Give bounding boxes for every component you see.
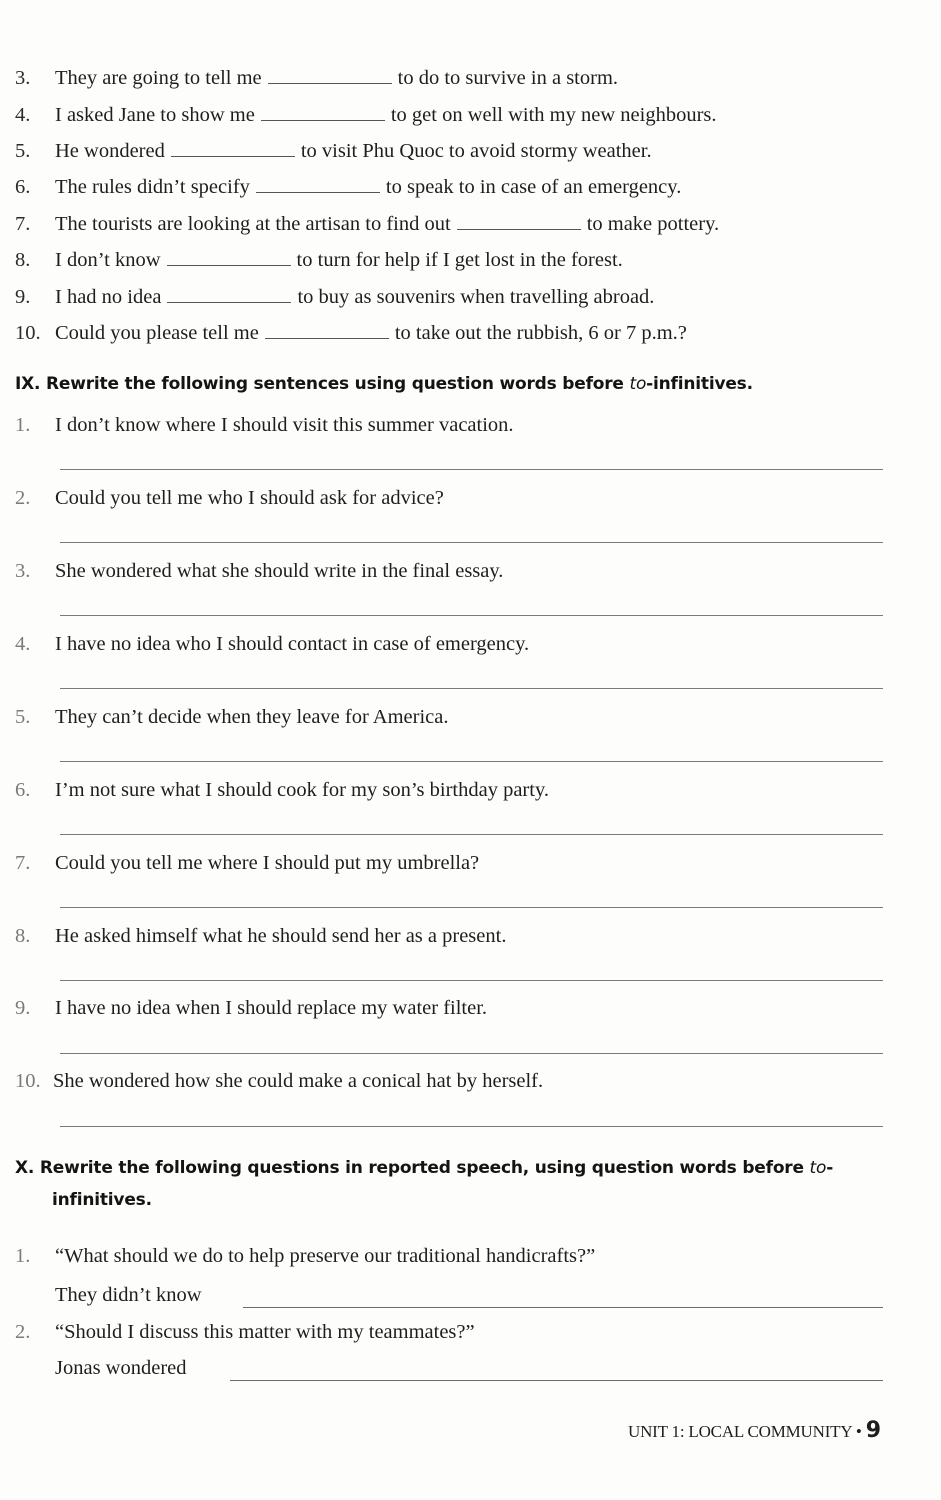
item-text-before: I had no idea <box>55 286 162 308</box>
answer-line[interactable] <box>60 980 883 981</box>
unit-title: UNIT 1: LOCAL COMMUNITY <box>628 1422 852 1441</box>
heading-text: IX. Rewrite the following sentences using question words before <box>15 374 630 394</box>
item-number: 1. <box>15 1245 31 1267</box>
fill-blank[interactable] <box>256 176 380 193</box>
heading-suffix: -infinitives. <box>646 374 753 394</box>
heading-italic: to <box>629 374 647 394</box>
answer-line[interactable] <box>60 688 883 689</box>
item-text-after: to visit Phu Quoc to avoid stormy weather. <box>300 140 652 162</box>
item-number: 3. <box>15 560 31 582</box>
fill-blank[interactable] <box>265 322 389 339</box>
item-number: 6. <box>15 176 31 198</box>
item-number: 8. <box>15 249 31 271</box>
item-text: Could you tell me where I should put my umbrella? <box>55 852 480 874</box>
item-text-before: The tourists are looking at the artisan to find out <box>55 213 451 235</box>
item-number: 5. <box>15 706 31 728</box>
fill-blank[interactable] <box>268 67 392 84</box>
item-text-before: They are going to tell me <box>55 67 262 89</box>
question-text: “Should I discuss this matter with my teammates?” <box>55 1321 475 1343</box>
item-text: He asked himself what he should send her as a present. <box>55 925 507 947</box>
heading-italic: to <box>809 1158 827 1178</box>
item-number: 9. <box>15 286 31 308</box>
answer-line[interactable] <box>60 907 883 908</box>
item-number: 3. <box>15 67 31 89</box>
heading-suffix: - <box>826 1158 834 1178</box>
question-text: “What should we do to help preserve our traditional handicrafts?” <box>55 1245 596 1267</box>
item-text: She wondered how she could make a conical hat by herself. <box>53 1070 544 1092</box>
answer-prompt: They didn’t know <box>55 1284 202 1306</box>
fill-blank[interactable] <box>167 286 291 303</box>
item-number: 1. <box>15 414 31 436</box>
item-text-before: I asked Jane to show me <box>55 104 255 126</box>
item-number: 10. <box>15 1070 41 1092</box>
answer-prompt: Jonas wondered <box>55 1357 187 1379</box>
item-number: 4. <box>15 633 31 655</box>
answer-line[interactable] <box>60 469 883 470</box>
item-text-before: Could you please tell me <box>55 322 259 344</box>
item-text-after: to speak to in case of an emergency. <box>385 176 682 198</box>
answer-line[interactable] <box>60 542 883 543</box>
item-text: I don’t know where I should visit this summer vacation. <box>55 414 514 436</box>
item-text-before: He wondered <box>55 140 165 162</box>
item-text-after: to buy as souvenirs when travelling abroad. <box>297 286 655 308</box>
bullet-icon: • <box>855 1422 862 1441</box>
heading-text: X. Rewrite the following questions in reported speech, using question words before <box>15 1158 810 1178</box>
answer-line[interactable] <box>60 1053 883 1054</box>
item-text-after: to take out the rubbish, 6 or 7 p.m.? <box>394 322 687 344</box>
item-text-after: to do to survive in a storm. <box>397 67 619 89</box>
item-text: I have no idea who I should contact in case of emergency. <box>55 633 530 655</box>
item-number: 9. <box>15 997 31 1019</box>
item-text: Could you tell me who I should ask for advice? <box>55 487 444 509</box>
section-heading <box>15 374 753 394</box>
fill-blank[interactable] <box>171 140 295 157</box>
item-number: 5. <box>15 140 31 162</box>
fill-blank[interactable] <box>261 104 385 121</box>
item-number: 7. <box>15 852 31 874</box>
item-text-before: I don’t know <box>55 249 161 271</box>
section-heading <box>15 1158 833 1178</box>
section-heading-line2: infinitives. <box>52 1190 152 1210</box>
item-number: 8. <box>15 925 31 947</box>
item-number: 6. <box>15 779 31 801</box>
item-text-after: to turn for help if I get lost in the forest. <box>296 249 623 271</box>
page-footer <box>628 1418 881 1443</box>
item-number: 7. <box>15 213 31 235</box>
answer-line[interactable] <box>60 1126 883 1127</box>
answer-line[interactable] <box>230 1380 883 1381</box>
answer-line[interactable] <box>60 615 883 616</box>
page-number: 9 <box>865 1418 881 1443</box>
item-text: She wondered what she should write in the final essay. <box>55 560 504 582</box>
item-text-after: to make pottery. <box>586 213 720 235</box>
answer-line[interactable] <box>60 761 883 762</box>
item-text: I have no idea when I should replace my water filter. <box>55 997 488 1019</box>
answer-line[interactable] <box>243 1307 883 1308</box>
answer-line[interactable] <box>60 834 883 835</box>
item-text-before: The rules didn’t specify <box>55 176 250 198</box>
fill-blank[interactable] <box>167 249 291 266</box>
fill-blank[interactable] <box>457 213 581 230</box>
item-text: I’m not sure what I should cook for my son’s birthday party. <box>55 779 550 801</box>
item-text-after: to get on well with my new neighbours. <box>390 104 717 126</box>
item-number: 2. <box>15 1321 31 1343</box>
item-text: They can’t decide when they leave for America. <box>55 706 449 728</box>
item-number: 4. <box>15 104 31 126</box>
item-number: 10. <box>15 322 41 344</box>
item-number: 2. <box>15 487 31 509</box>
